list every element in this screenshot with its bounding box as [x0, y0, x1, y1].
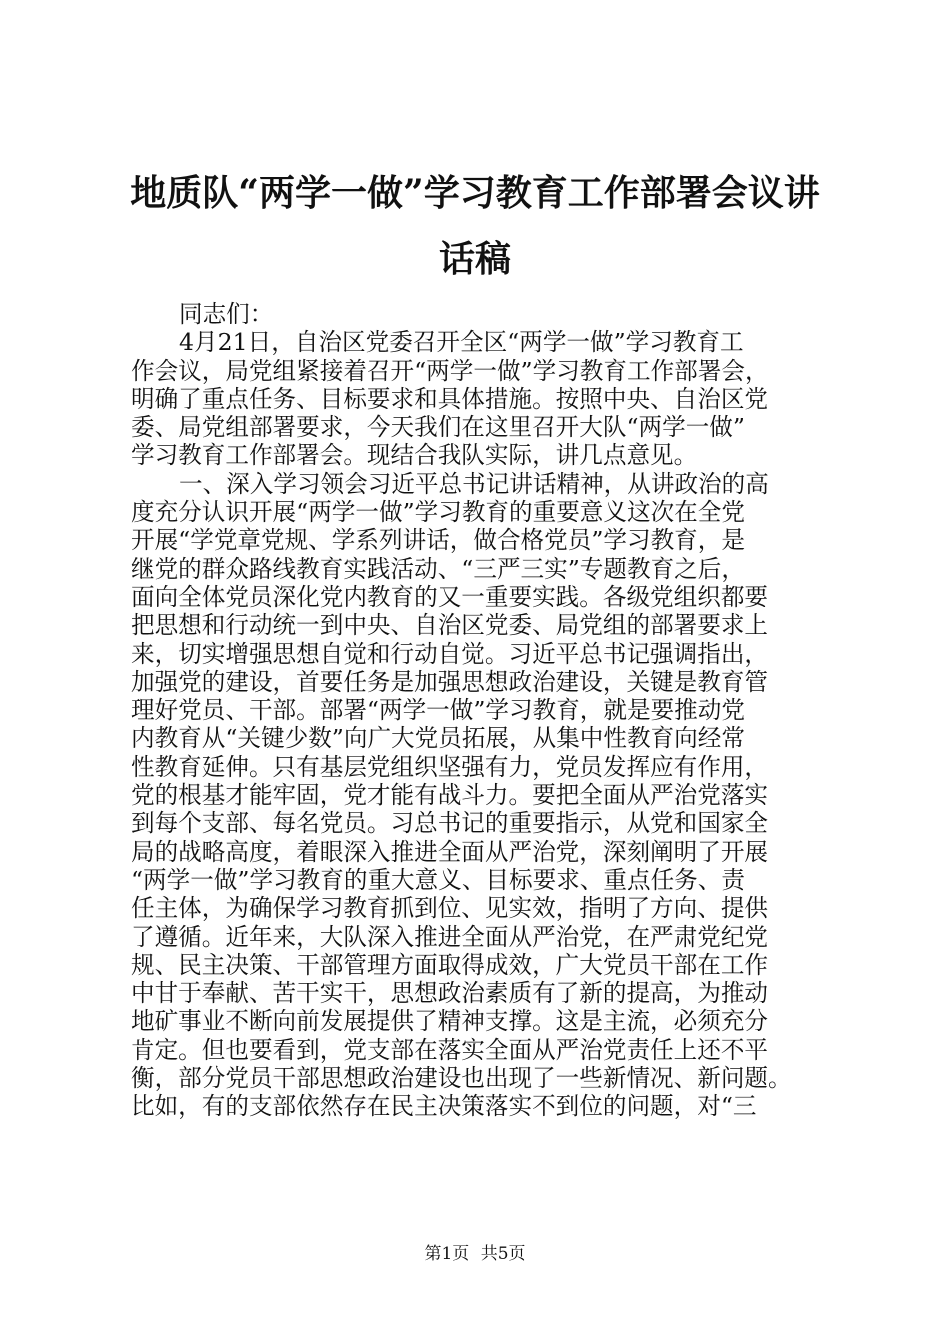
paragraph-2-line: 中甘于奉献、苦干实干，思想政治素质有了新的提高，为推动 — [131, 979, 769, 1008]
paragraph-1-line: 作会议，局党组紧接着召开“两学一做”学习教育工作部署会， — [131, 356, 769, 385]
paragraph-1-line: 委、局党组部署要求，今天我们在这里召开大队“两学一做” — [131, 413, 745, 442]
paragraph-1-line: 4月21日，自治区党委召开全区“两学一做”学习教育工 — [179, 328, 744, 357]
document-body — [131, 300, 831, 1121]
paragraph-2-line: 内教育从“关键少数”向广大党员拓展，从集中性教育向经常 — [131, 724, 745, 753]
paragraph-2-line: 规、民主决策、干部管理方面取得成效，广大党员干部在工作 — [131, 950, 769, 979]
paragraph-2-line: 开展“学党章党规、学系列讲话，做合格党员”学习教育，是 — [131, 526, 745, 555]
paragraph-1-line: 明确了重点任务、目标要求和具体措施。按照中央、自治区党 — [131, 384, 769, 413]
paragraph-2-line: “两学一做”学习教育的重大意义、目标要求、重点任务、责 — [131, 865, 745, 894]
paragraph-2-line: 肯定。但也要看到，党支部在落实全面从严治党责任上还不平 — [131, 1035, 769, 1064]
paragraph-2-line: 度充分认识开展“两学一做”学习教育的重要意义这次在全党 — [131, 498, 745, 527]
paragraph-2-line: 了遵循。近年来，大队深入推进全面从严治党，在严肃党纪党 — [131, 922, 769, 951]
title-line-2: 话稿 — [438, 238, 511, 280]
paragraph-2-line: 一、深入学习领会习近平总书记讲话精神，从讲政治的高 — [179, 469, 769, 498]
salutation-line: 同志们： — [179, 300, 274, 328]
paragraph-2-line: 理好党员、干部。部署“两学一做”学习教育，就是要推动党 — [131, 696, 745, 725]
paragraph-2-line: 来，切实增强思想自觉和行动自觉。习近平总书记强调指出， — [131, 639, 769, 668]
paragraph-2-line: 面向全体党员深化党内教育的又一重要实践。各级党组织都要 — [131, 582, 769, 611]
paragraph-2-line: 把思想和行动统一到中央、自治区党委、局党组的部署要求上 — [131, 611, 769, 640]
paragraph-2-line: 继党的群众路线教育实践活动、“三严三实”专题教育之后， — [131, 554, 745, 583]
paragraph-2-line: 党的根基才能牢固，党才能有战斗力。要把全面从严治党落实 — [131, 781, 769, 810]
page-number-total: 共5页 — [480, 1244, 526, 1264]
paragraph-1-line: 学习教育工作部署会。现结合我队实际，讲几点意见。 — [131, 441, 698, 470]
title-line-1: 地质队“两学一做”学习教育工作部署会议讲 — [130, 172, 820, 214]
paragraph-2-line: 任主体，为确保学习教育抓到位、见实效，指明了方向、提供 — [131, 894, 769, 923]
page-footer — [0, 1242, 950, 1266]
page-number-current: 第1页 — [424, 1244, 470, 1264]
paragraph-2-line: 比如，有的支部依然存在民主决策落实不到位的问题，对“三 — [131, 1092, 757, 1121]
paragraph-2-line: 加强党的建设，首要任务是加强思想政治建设，关键是教育管 — [131, 667, 769, 696]
paragraph-2-line: 局的战略高度，着眼深入推进全面从严治党，深刻阐明了开展 — [131, 837, 769, 866]
document-title — [120, 160, 830, 292]
paragraph-2-line: 地矿事业不断向前发展提供了精神支撑。这是主流，必须充分 — [131, 1007, 769, 1036]
paragraph-2-line: 衡，部分党员干部思想政治建设也出现了一些新情况、新问题。 — [131, 1064, 792, 1093]
paragraph-2-line: 性教育延伸。只有基层党组织坚强有力，党员发挥应有作用， — [131, 752, 769, 781]
paragraph-2-line: 到每个支部、每名党员。习总书记的重要指示，从党和国家全 — [131, 809, 769, 838]
